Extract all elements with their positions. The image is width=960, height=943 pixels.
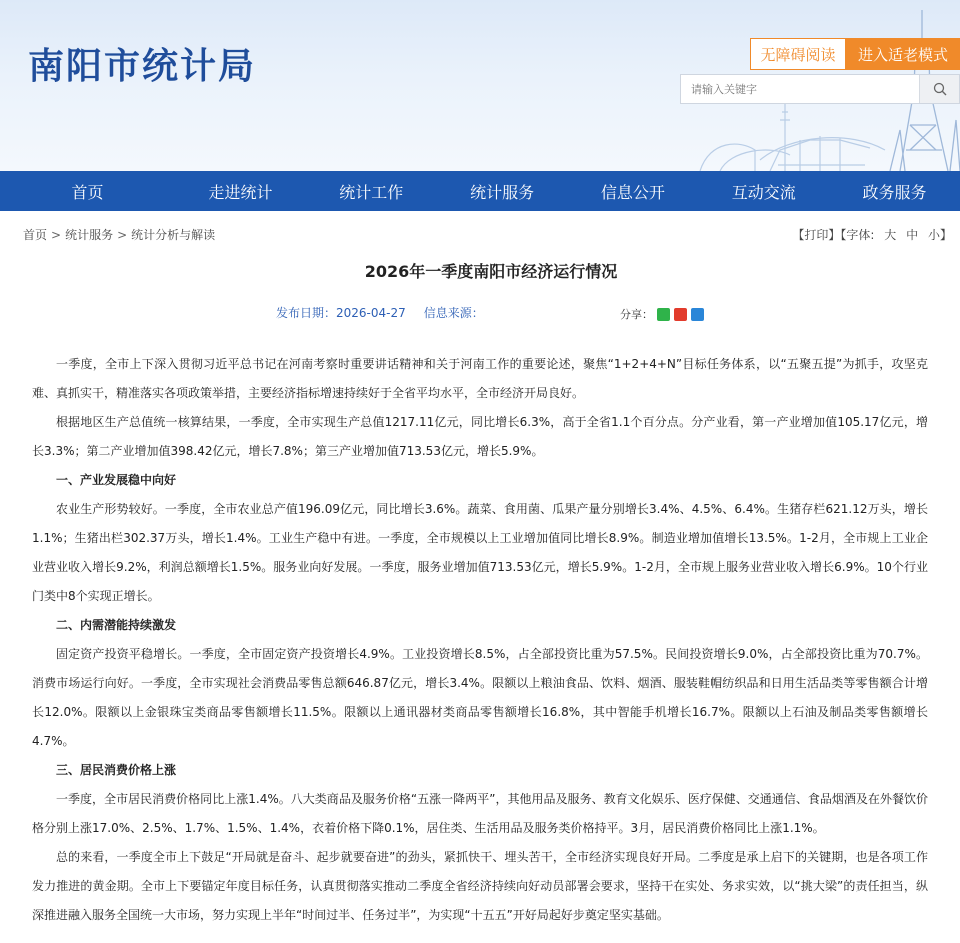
share-bar [620,306,704,322]
weibo-icon[interactable] [674,308,687,321]
info-source: 信息来源： [423,306,484,320]
breadcrumb-separator: > [51,228,62,242]
font-size-medium-button[interactable]: 中 [906,228,919,242]
qq-icon[interactable] [691,308,704,321]
accessibility-reading-button[interactable]: 无障碍阅读 [750,38,846,70]
article-paragraph: 固定资产投资平稳增长。一季度，全市固定资产投资增长4.9%。工业投资增长8.5%，占全部投资比重为57.5%。民间投资增长9.0%，占全部投资比重为70.7%。消费市场运行向好。一季度，全市实现社会消费品零售总额646.87亿元，增长3.4%。限额以上粮油食品、饮料、烟酒、服装鞋帽纺织品和日用生活品类等零售额合计增长12.0%。限额以上金银珠宝类商品零售额增长11.5%。限额以上通讯器材类商品零售额增长16.8%，其中智能手机增长16.7%。限额以上石油及制品类零售额增长4.7%。 [32,647,928,748]
article-meta [276,304,484,321]
search-bar [680,74,960,104]
site-header [0,0,960,171]
search-input[interactable] [681,75,919,103]
article-paragraph: 根据地区生产总值统一核算结果，一季度，全市实现生产总值1217.11亿元，同比增长6.3%，高于全省1.1个百分点。分产业看，第一产业增加值105.17亿元，增长3.3%；第二产业增加值398.42亿元，增长7.8%；第三产业增加值713.53亿元，增长5.9%。 [32,415,928,458]
nav-item-statistics-work[interactable]: 统计工作 [339,182,404,202]
nav-item-about-statistics[interactable]: 走进统计 [208,182,273,202]
wechat-icon[interactable] [657,308,670,321]
search-button[interactable] [919,75,959,103]
article-paragraph: 一季度，全市上下深入贯彻习近平总书记在河南考察时重要讲话精神和关于河南工作的重要论述，聚焦“1+2+4+N”目标任务体系，以“五聚五提”为抓手，攻坚克难、真抓实干，精准落实各项政策举措，主要经济指标增速持续好于全省平均水平，全市经济开局良好。 [32,357,928,400]
nav-item-interaction[interactable]: 互动交流 [731,182,796,202]
article-body [32,350,928,930]
elder-mode-button[interactable]: 进入适老模式 [846,38,960,70]
section-heading: 一、产业发展稳中向好 [56,473,177,487]
nav-item-government-service[interactable]: 政务服务 [862,182,927,202]
breadcrumb [23,226,215,243]
font-size-label: 【字体: [840,228,875,242]
main-nav [0,171,960,211]
section-heading: 二、内需潜能持续激发 [56,618,177,632]
article-title: 2026年一季度南阳市经济运行情况 [364,262,618,281]
site-title[interactable]: 南阳市统计局 [28,46,257,87]
font-size-small-button[interactable]: 小】 [927,228,952,242]
breadcrumb-home[interactable]: 首页 [23,228,48,242]
section-heading: 三、居民消费价格上涨 [56,763,177,777]
breadcrumb-separator: > [117,228,128,242]
breadcrumb-statistics-service[interactable]: 统计服务 [65,228,114,242]
publish-date: 发布日期：2026-04-27 [276,306,406,320]
search-icon [933,82,947,96]
nav-item-home[interactable]: 首页 [71,182,104,202]
nav-item-info-disclosure[interactable]: 信息公开 [600,182,665,202]
article-paragraph: 总的来看，一季度全市上下鼓足“开局就是奋斗、起步就要奋进”的劲头，紧抓快干、埋头苦干，全市经济实现良好开局。二季度是承上启下的关键期，也是各项工作发力推进的黄金期。全市上下要锚定年度目标任务，认真贯彻落实推动二季度全省经济持续向好动员部署会要求，坚持干在实处、务求实效，以“挑大梁”的责任担当，纵深推进融入服务全国统一大市场，努力实现上半年“时间过半、任务过半”，为实现“十五五”开好局起好步奠定坚实基础。 [32,850,928,922]
font-size-large-button[interactable]: 大 [884,228,897,242]
share-label: 分享： [620,308,653,321]
article-paragraph: 农业生产形势较好。一季度，全市农业总产值196.09亿元，同比增长3.6%。蔬菜、食用菌、瓜果产量分别增长3.4%、4.5%、6.4%。生猪存栏621.12万头，增长1.1%；生猪出栏302.37万头，增长1.4%。工业生产稳中有进。一季度，全市规模以上工业增加值同比增长8.9%。制造业增加值增长13.5%。1-2月，全市规上工业企业营业收入增长9.2%，利润总额增长1.5%。服务业向好发展。一季度，服务业增加值713.53亿元，增长5.9%。1-2月，全市规上服务业营业收入增长6.9%。10个行业门类中8个实现正增长。 [32,502,928,603]
breadcrumb-analysis[interactable]: 统计分析与解读 [131,228,216,242]
article-paragraph: 一季度，全市居民消费价格同比上涨1.4%。八大类商品及服务价格“五涨一降两平”，其他用品及服务、教育文化娱乐、医疗保健、交通通信、食品烟酒及在外餐饮价格分别上涨17.0%、2.5%、1.7%、1.5%、1.4%，衣着价格下降0.1%，居住类、生活用品及服务类价格持平。3月，居民消费价格同比上涨1.1%。 [32,792,928,835]
page-tools [792,226,952,243]
print-button[interactable]: 【打印】 [792,228,841,242]
nav-item-statistics-service[interactable]: 统计服务 [470,182,535,202]
